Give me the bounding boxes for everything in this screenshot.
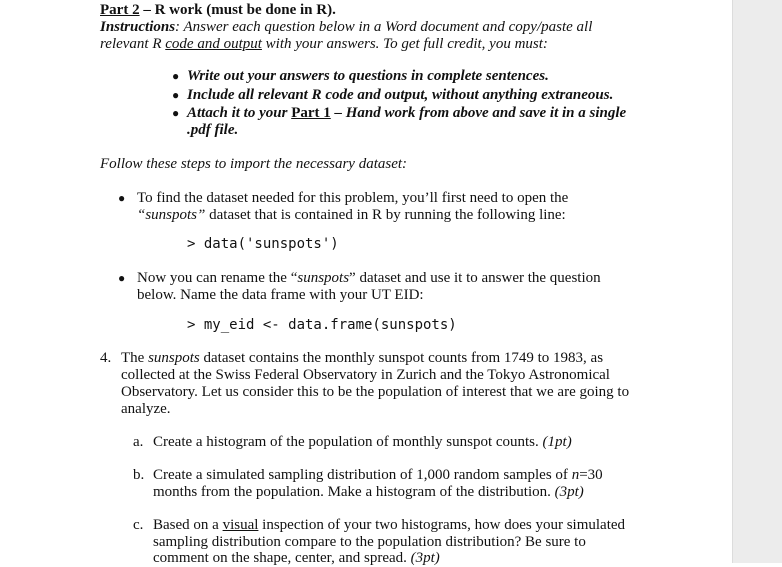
part-c-visual: visual: [222, 517, 259, 533]
instructions-code-output: code and output: [165, 36, 262, 52]
instructions-line-2: [100, 36, 548, 53]
part-c-text-b: inspection of your two histograms, how does your simulated: [258, 517, 626, 533]
part-b-line-2: [153, 484, 584, 501]
part-a-letter: a.: [133, 434, 144, 450]
q4-text-b: dataset contains the monthly sunspot counts from 1749 to 1983, as: [199, 350, 604, 366]
code-data-sunspots: > data('sunspots'): [187, 236, 339, 252]
part-a-points: (1pt): [542, 434, 572, 450]
step-2-text-a: Now you can rename the “: [137, 270, 298, 286]
part-c-text-a: Based on a: [153, 517, 223, 533]
step-2-dataset-name: sunspots: [297, 270, 350, 286]
instructions-label: Instructions: [100, 19, 176, 35]
question-4-line-1: [121, 350, 603, 367]
part-b-text-b: months from the population. Make a histogram of the distribution.: [153, 484, 551, 500]
step-1-line-1: To find the dataset needed for this problem, you’ll first need to open the: [137, 190, 569, 206]
bullet-icon: ●: [118, 191, 126, 205]
part-b-points: (3pt): [554, 484, 584, 500]
part-c-line-2: sampling distribution compare to the population distribution? Be sure to: [153, 534, 586, 550]
requirement-attach-line-1: [187, 105, 626, 122]
step-1-dataset-name: “sunspots”: [137, 207, 206, 223]
question-4-line-4: analyze.: [121, 401, 171, 417]
part-b-line-1: [153, 467, 603, 484]
requirement-code: Include all relevant R code and output, without anything extraneous.: [187, 87, 614, 103]
part-c-line-1: [153, 517, 625, 534]
instructions-text-1: : Answer each question below in a Word document and copy/paste all: [175, 19, 593, 35]
question-4-number: 4.: [100, 350, 112, 366]
step-2-text-b: ” dataset and use it to answer the question: [349, 270, 601, 286]
part-label: Part 2: [100, 2, 140, 18]
instructions-text-2a: relevant R: [100, 36, 166, 52]
q4-dataset-name: sunspots: [148, 350, 200, 366]
step-2-line-2: below. Name the data frame with your UT EID:: [137, 287, 424, 303]
part-b-eq: =30: [579, 467, 603, 483]
step-2-line-1: [137, 270, 601, 287]
code-my-eid: > my_eid <- data.frame(sunspots): [187, 317, 457, 333]
part-c-text-c: comment on the shape, center, and spread.: [153, 550, 407, 566]
part-c-line-3: [153, 550, 440, 567]
bullet-icon: ●: [172, 106, 180, 120]
q4-text-a: The: [121, 350, 149, 366]
step-1-text: dataset that is contained in R by running the following line:: [205, 207, 566, 223]
part-2-heading: [100, 2, 336, 19]
bullet-icon: ●: [172, 88, 180, 102]
step-1-line-2: [137, 207, 566, 224]
bullet-icon: ●: [118, 271, 126, 285]
bullet-icon: ●: [172, 69, 180, 83]
requirement-attach-line-2: .pdf file.: [187, 122, 239, 138]
part-c-letter: c.: [133, 517, 144, 533]
attach-text: Attach it to your: [187, 105, 292, 121]
viewer-side-panel: [732, 0, 782, 563]
part-b-text-a: Create a simulated sampling distribution of 1,000 random samples of: [153, 467, 572, 483]
part-a-question: Create a histogram of the population of monthly sunspot counts.: [153, 434, 539, 450]
part-b-n: n: [571, 467, 580, 483]
part-c-points: (3pt): [410, 550, 440, 566]
question-4-line-2: collected at the Swiss Federal Observatory in Zurich and the Tokyo Astronomical: [121, 367, 610, 383]
part-a-text: [153, 434, 572, 451]
attach-part-1: Part 1: [291, 105, 331, 121]
follow-steps-heading: Follow these steps to import the necessary dataset:: [100, 156, 408, 172]
part-b-letter: b.: [133, 467, 145, 483]
part-title: – R work (must be done in R).: [139, 2, 336, 18]
instructions-line-1: [100, 19, 592, 36]
attach-text-rest: – Hand work from above and save it in a single: [330, 105, 627, 121]
instructions-text-2b: with your answers. To get full credit, you must:: [261, 36, 548, 52]
question-4-line-3: Observatory. Let us consider this to be the population of interest that we are going to: [121, 384, 630, 400]
requirement-sentences: Write out your answers to questions in complete sentences.: [187, 68, 549, 84]
